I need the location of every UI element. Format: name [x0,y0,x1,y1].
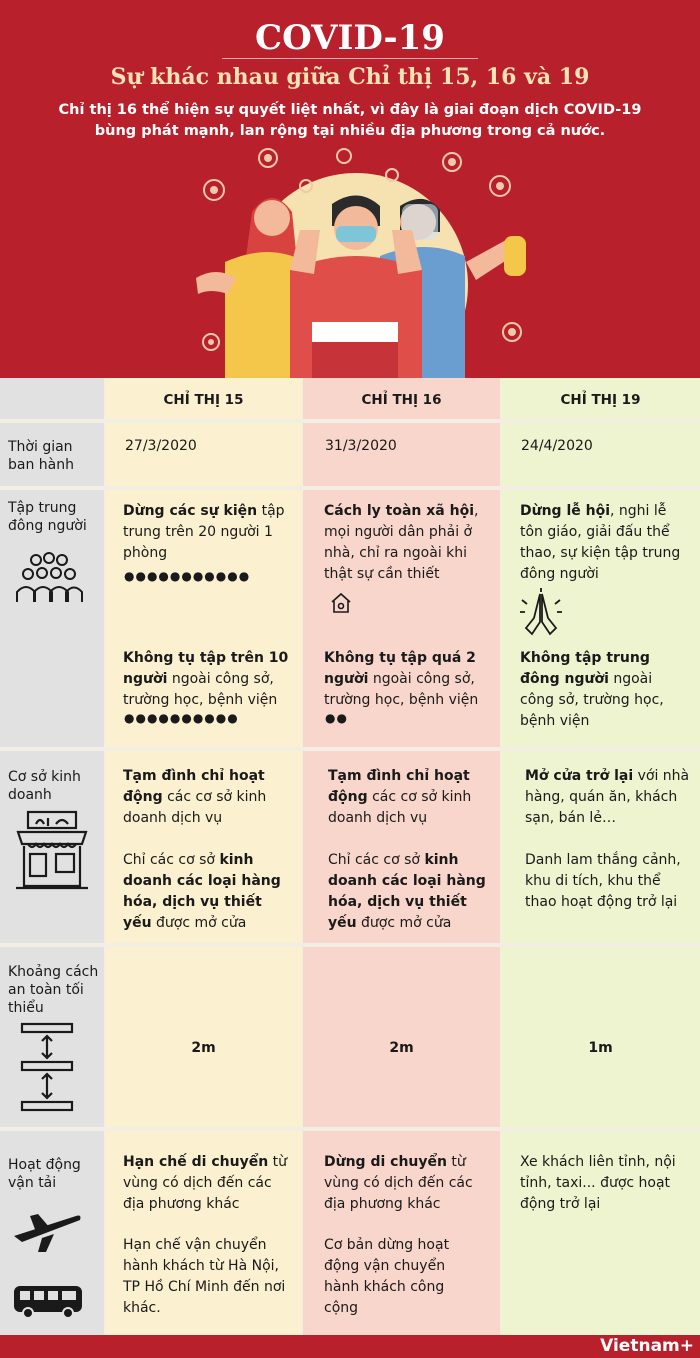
row-label-transport: Hoạt động vận tải [8,1157,81,1191]
row-divider [0,747,700,751]
row-label-distance: Khoảng cách an toàn tối thiểu [8,964,99,1016]
transport-ct19-a: Xe khách liên tỉnh, nội tỉnh, taxi... được hoạt động trở lại [520,1154,676,1212]
row-label-gathering: Tập trung đông người [8,500,87,534]
row-divider [0,1127,700,1131]
row-label-issued: Thời gian ban hành [8,439,74,473]
business-ct16-b: Chỉ các cơ sở kinh doanh các loại hàng hóa, dịch vụ thiết yếu được mở cửa [328,852,486,931]
dots-ct16-bottom: ●● [325,711,348,725]
transport-ct16-b: Cơ bản dừng hoạt động vận chuyển hành khách công cộng [324,1237,450,1316]
gathering-ct15-b: Không tụ tập trên 10 người ngoài công sở, trường học, bệnh viện [123,650,289,708]
business-ct19-b: Danh lam thắng cảnh, khu di tích, khu thể thao hoạt động trở lại [525,852,681,910]
column-header-ct16: CHỈ THỊ 16 [361,392,442,408]
footer-bar [0,1335,700,1358]
business-ct15-b: Chỉ các cơ sở kinh doanh các loại hàng hóa, dịch vụ thiết yếu được mở cửa [123,852,281,931]
gathering-ct19-b: Không tập trung đông người ngoài công sở, trường học, bệnh viện [520,650,664,729]
issued-ct19: 24/4/2020 [521,438,593,454]
airplane-icon [12,1212,82,1254]
shop-icon [14,810,90,892]
business-ct15-a: Tạm đình chỉ hoạt động các cơ sở kinh doanh dịch vụ [123,768,267,826]
row-divider [0,419,700,423]
title-divider [222,58,478,59]
gathering-ct16-b: Không tụ tập quá 2 người ngoài công sở, trường học, bệnh viện [324,650,479,708]
gathering-ct19-a: Dừng lễ hội, nghi lễ tôn giáo, giải đấu thể thao, sự kiện tập trung đông người [520,503,681,582]
comparison-table [0,378,700,1335]
column-header-ct15: CHỈ THỊ 15 [163,392,244,408]
column-header-ct19: CHỈ THỊ 19 [560,392,641,408]
gathering-ct15-a: Dừng các sự kiện tập trung trên 20 người 1 phòng [123,503,285,561]
page-title: COVID-19 [255,18,445,58]
bus-icon [12,1284,84,1320]
house-icon [330,592,352,614]
distance-icon [18,1022,78,1114]
dots-ct15-bottom: ●●●●●●●●●● [124,711,239,725]
transport-ct15-a: Hạn chế di chuyển từ vùng có dịch đến các địa phương khác [123,1154,287,1212]
row-label-business: Cơ sở kinh doanh [8,769,81,803]
transport-ct15-b: Hạn chế vận chuyển hành khách từ Hà Nội, TP Hồ Chí Minh đến nơi khác. [123,1237,286,1316]
distance-ct19: 1m [588,1040,613,1056]
row-divider [0,943,700,947]
row-divider [0,486,700,490]
business-ct16-a: Tạm đình chỉ hoạt động các cơ sở kinh doanh dịch vụ [328,768,472,826]
crowd-icon [14,550,84,604]
dots-ct15-top: ●●●●●●●●●●● [124,569,251,583]
distance-ct16: 2m [389,1040,414,1056]
issued-ct16: 31/3/2020 [325,438,397,454]
gathering-ct16-a: Cách ly toàn xã hội, mọi người dân phải ở nhà, chỉ ra ngoài khi thật sự cần thiết [324,503,479,582]
page-subtitle: Sự khác nhau giữa Chỉ thị 15, 16 và 19 [110,64,590,90]
intro-text: Chỉ thị 16 thể hiện sự quyết liệt nhất, vì đây là giai đoạn dịch COVID-19 bùng phát mạnh, lan rộng tại nhiều địa phương trong cả nước. [58,102,642,139]
praying-hands-icon [518,588,564,638]
distance-ct15: 2m [191,1040,216,1056]
vietnamplus-logo: Vietnam+ [600,1336,694,1356]
issued-ct15: 27/3/2020 [125,438,197,454]
header [0,0,700,378]
people-illustration [0,140,700,378]
transport-ct16-a: Dừng di chuyển từ vùng có dịch đến các địa phương khác [324,1154,473,1212]
business-ct19-a: Mở cửa trở lại với nhà hàng, quán ăn, khách sạn, bán lẻ… [525,768,690,826]
